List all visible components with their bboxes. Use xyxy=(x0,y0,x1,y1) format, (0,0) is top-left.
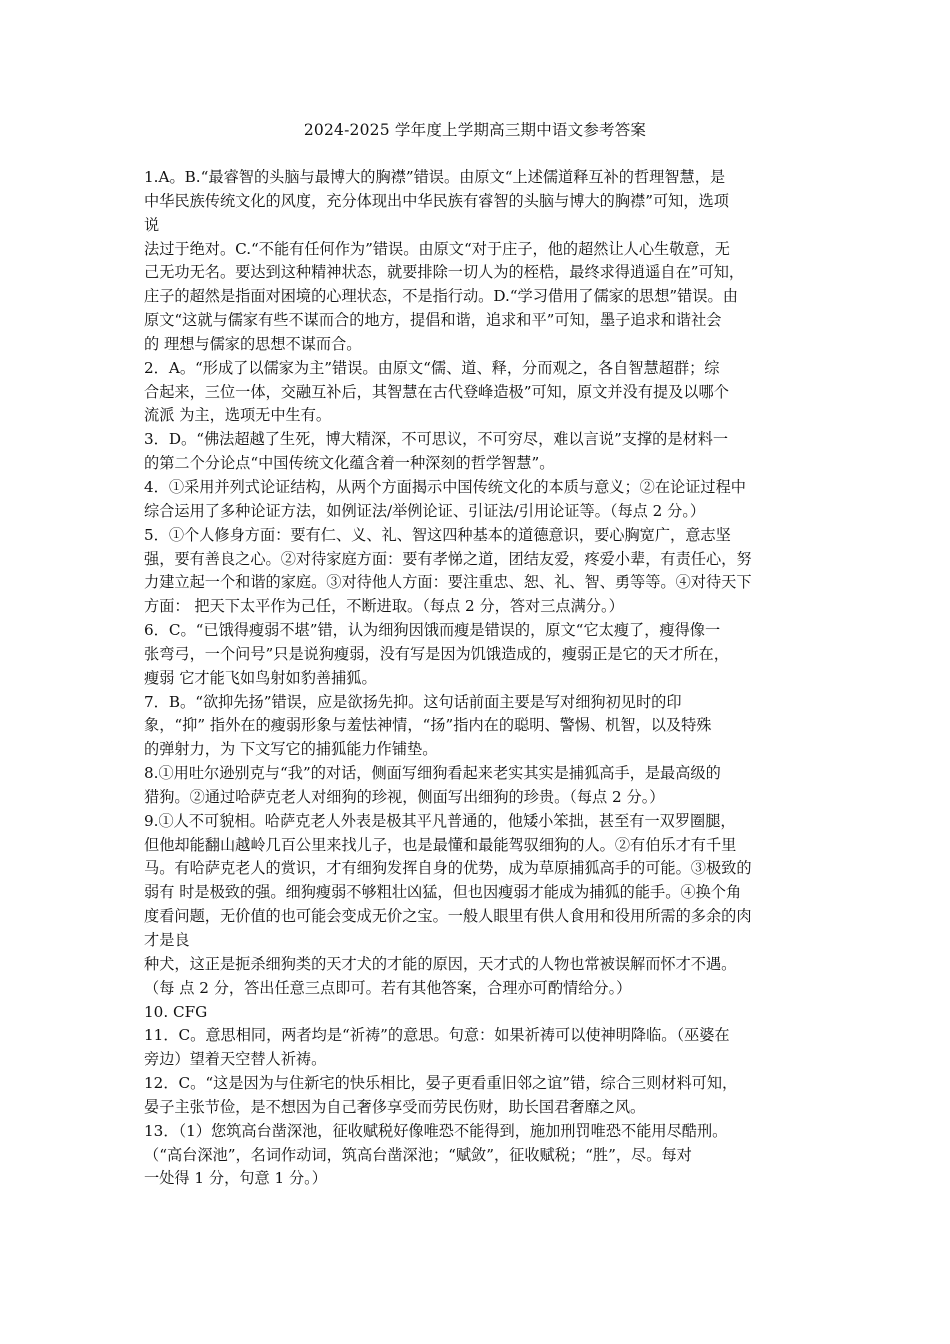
text-line: 法过于绝对。C.“不能有任何作为”错误。由原文“对于庄子，他的超然让人心生敬意，无 xyxy=(144,239,730,258)
text-line: 才是良 xyxy=(144,931,190,949)
text-line: 10. CFG xyxy=(144,1002,208,1021)
text-line: 强，要有善良之心。②对待家庭方面：要有孝悌之道，团结友爱，疼爱小辈，有责任心，努 xyxy=(144,549,752,568)
text-line: 12．C。“这是因为与住新宅的快乐相比，晏子更看重旧邻之谊”错，综合三则材料可知， xyxy=(144,1074,738,1093)
text-line: 猎狗。②通过哈萨克老人对细狗的珍视，侧面写出细狗的珍贵。（每点 2 分。） xyxy=(144,787,665,806)
page-title: 2024-2025 学年度上学期高三期中语文参考答案 xyxy=(303,121,647,139)
answer-body xyxy=(144,166,816,1191)
text-line: 原文“这就与儒家有些不谋而合的地方，提倡和谐，追求和平”可知，墨子追求和谐社会 xyxy=(144,311,722,330)
text-line: 3．D。“佛法超越了生死，博大精深，不可思议，不可穷尽，难以言说”支撑的是材料一 xyxy=(144,430,729,449)
text-line: 11．C。意思相同，两者均是“祈祷”的意思。句意：如果祈祷可以使神明降临。（巫婆在 xyxy=(144,1026,730,1045)
text-line: 8.①用吐尔逊别克与“我”的对话，侧面写细狗看起来老实其实是捕狐高手，是最高级的 xyxy=(144,764,721,783)
text-line: 种犬，这正是扼杀细狗类的天才犬的才能的原因，天才式的人物也常被误解而怀才不遇。 xyxy=(144,954,737,973)
text-line: 说 xyxy=(144,215,160,234)
text-line: 7．B。“欲抑先扬”错误，应是欲扬先抑。这句话前面主要是写对细狗初见时的印 xyxy=(144,692,682,711)
text-line: 流派 为主，选项无中生有。 xyxy=(144,406,332,425)
text-line: 张弯弓，一个问号”只是说狗瘦弱，没有写是因为饥饿造成的，瘦弱正是它的天才所在， xyxy=(144,644,729,663)
text-line: 方面： 把天下太平作为己任，不断进取。（每点 2 分，答对三点满分。） xyxy=(144,597,624,616)
text-line: （“高台深池”，名词作动词，筑高台凿深池；“赋敛”，征收赋税；“胜”，尽。每对 xyxy=(144,1145,692,1164)
text-line: 中华民族传统文化的风度，充分体现出中华民族有睿智的头脑与博大的胸襟”可知，选项 xyxy=(144,191,729,210)
text-line: 合起来，三位一体，交融互补后，其智慧在古代登峰造极”可知，原文并没有提及以哪个 xyxy=(144,382,729,401)
text-line: 1.A。B.“最睿智的头脑与最博大的胸襟”错误。由原文“上述儒道释互补的哲理智慧，是 xyxy=(144,168,726,186)
text-line: 旁边）望着天空替人祈祷。 xyxy=(144,1050,327,1069)
text-line: 的弹射力，为 下文写它的捕狐能力作铺垫。 xyxy=(144,740,438,759)
text-line: 9.①人不可貌相。哈萨克老人外表是极其平凡普通的，他矮小笨拙，甚至有一双罗圈腿， xyxy=(144,811,736,830)
text-line: 6．C。“已饿得瘦弱不堪”错，认为细狗因饿而瘦是错误的，原文“它太瘦了，瘦得像一 xyxy=(144,621,721,640)
text-line: 5．①个人修身方面：要有仁、义、礼、智这四种基本的道德意识，要心胸宽广，意志坚 xyxy=(144,525,731,544)
text-line: 力建立起一个和谐的家庭。③对待他人方面：要注重忠、恕、礼、智、勇等等。④对待天下 xyxy=(144,573,752,592)
text-line: 晏子主张节俭，是不想因为自己奢侈享受而劳民伤财，助长国君奢靡之风。 xyxy=(144,1097,646,1116)
text-line: （每 点 2 分，答出任意三点即可。若有其他答案，合理亦可酌情给分。） xyxy=(144,978,632,997)
text-line: 马。有哈萨克老人的赏识，才有细狗发挥自身的优势，成为草原捕狐高手的可能。③极致的 xyxy=(144,859,752,878)
text-line: 瘦弱 它才能飞如鸟射如豹善捕狐。 xyxy=(144,668,377,687)
text-line: 的第二个分论点“中国传统文化蕴含着一种深刻的哲学智慧”。 xyxy=(144,454,555,473)
text-line: 4．①采用并列式论证结构，从两个方面揭示中国传统文化的本质与意义；②在论证过程中 xyxy=(144,477,746,496)
text-line: 综合运用了多种论证方法，如例证法/举例论证、引证法/引用论证等。（每点 2 分。） xyxy=(144,501,706,520)
text-line: 度看问题，无价值的也可能会变成无价之宝。一般人眼里有供人食用和役用所需的多余的肉 xyxy=(144,907,752,926)
text-line: 13．（1）您筑高台凿深池，征收赋税好像唯恐不能得到，施加刑罚唯恐不能用尽酷刑。 xyxy=(144,1121,728,1140)
text-line: 己无功无名。要达到这种精神状态，就要排除一切人为的桎梏，最终求得逍遥自在”可知， xyxy=(144,263,745,282)
text-line: 庄子的超然是指面对困境的心理状态，不是指行动。D.“学习借用了儒家的思想”错误。由 xyxy=(144,287,738,306)
text-line: 象，“抑” 指外在的瘦弱形象与羞怯神情，“扬”指内在的聪明、警惕、机智，以及特殊 xyxy=(144,716,712,735)
text-line: 2．A。“形成了以儒家为主”错误。由原文“儒、道、释，分而观之，各自智慧超群；综 xyxy=(144,358,720,377)
text-line: 一处得 1 分，句意 1 分。） xyxy=(144,1169,327,1188)
text-line: 但他却能翻山越岭几百公里来找儿子，也是最懂和最能驾驭细狗的人。②有伯乐才有千里 xyxy=(144,835,737,854)
text-line: 的 理想与儒家的思想不谋而合。 xyxy=(144,334,362,353)
text-line: 弱有 时是极致的强。细狗瘦弱不够粗壮凶猛，但也因瘦弱才能成为捕狐的能手。④换个角 xyxy=(144,883,742,902)
